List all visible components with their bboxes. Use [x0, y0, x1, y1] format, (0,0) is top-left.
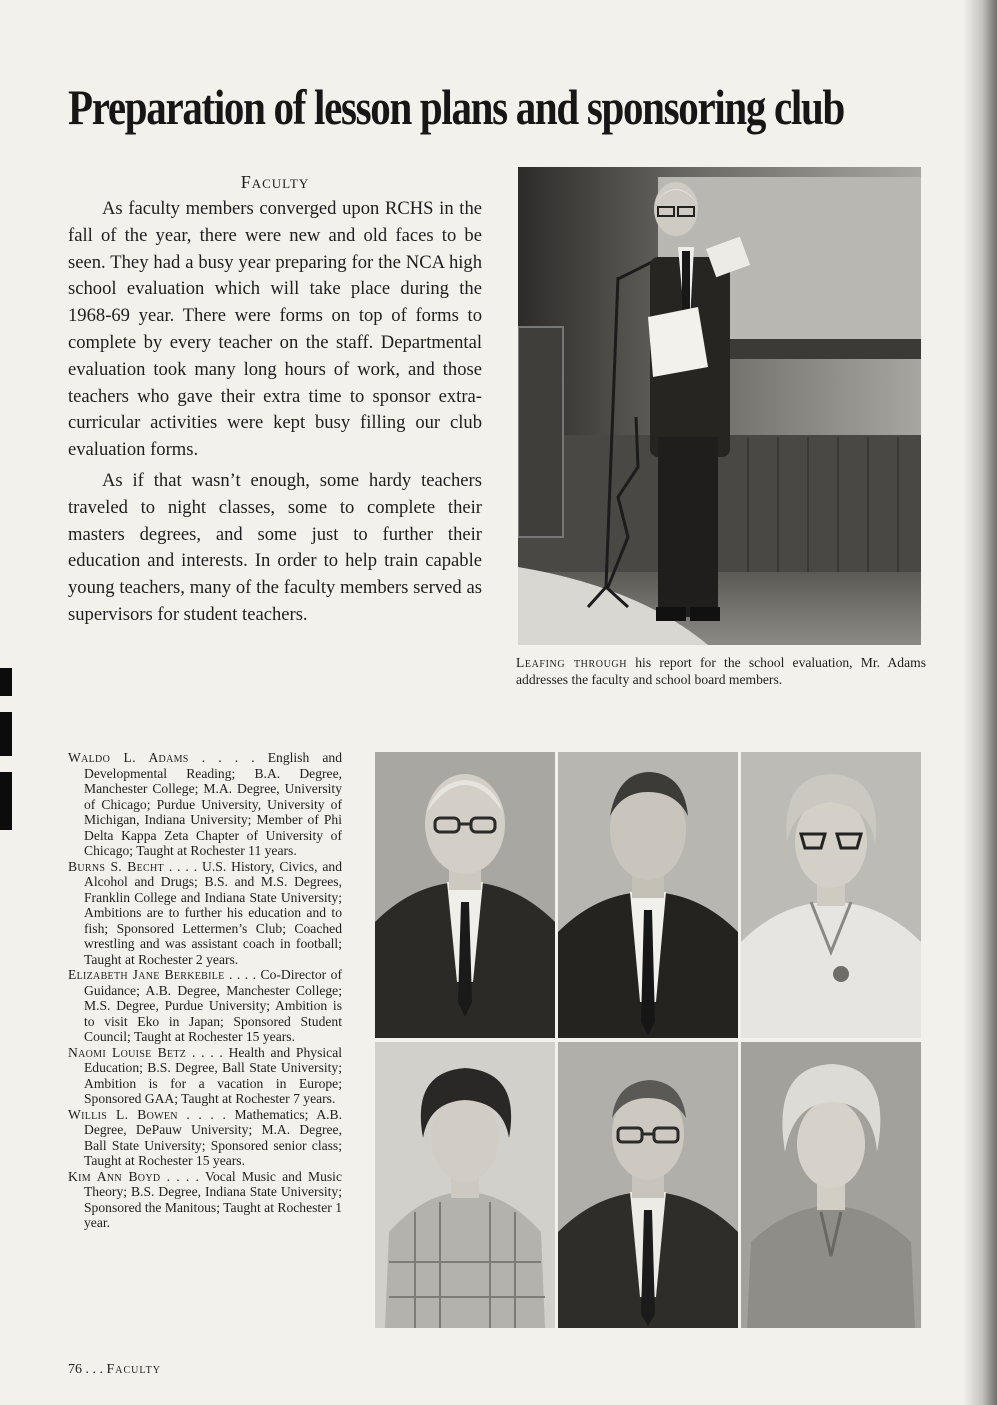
footer-separator: . . .	[82, 1362, 107, 1377]
bio-entry	[68, 1107, 342, 1169]
caption-text: his report for the school evaluation, Mr. Adams addresses the faculty and school board members.	[516, 655, 926, 687]
intro-paragraph-1: As faculty members converged upon RCHS in the fall of the year, there were new and old faces to be seen. They had a busy year preparing for the NCA high school evaluation which will take place during the 1968-69 year. There were forms on top of forms to complete by every teacher on the staff. Departmental evaluation took many long hours of work, and those teachers who gave their extra time to sponsor extra-curricular activities were kept busy filling our club evaluation forms.	[68, 198, 482, 461]
bio-text: . . . . Co-Director of Guidance; A.B. Degree, Manchester College; M.S. Degree, Purdue University; Ambition is to visit Eko in Japan; Sponsored Student Council; Taught at Rochester 15 years.	[84, 967, 342, 1044]
bio-entry	[68, 1045, 342, 1107]
footer-section: Faculty	[106, 1362, 161, 1377]
bio-text: . . . . Health and Physical Education; B.S. Degree, Ball State University; Ambition is for a vacation in Europe; Sponsored GAA; Taught at Rochester 7 years.	[84, 1044, 342, 1106]
page-headline: Preparation of lesson plans and sponsoring club	[68, 79, 845, 135]
bio-text: . . . . Mathematics; A.B. Degree, DePauw University; M.A. Degree, Ball State University; Sponsored senior class; Taught at Rochester 15 years.	[84, 1106, 343, 1168]
portrait-adams	[375, 752, 555, 1038]
bio-name: Waldo L. Adams	[68, 750, 189, 765]
bio-name: Kim Ann Boyd	[68, 1168, 161, 1184]
speaker-photo-image	[518, 167, 921, 645]
bio-name: Willis L. Bowen	[68, 1106, 178, 1122]
speaker-photo	[518, 167, 921, 645]
bio-text: . . . . Vocal Music and Music Theory; B.S. Degree, Indiana State University; Sponsored the Manitous; Taught at Rochester 1 year.	[84, 1168, 342, 1230]
bio-entry	[68, 859, 342, 968]
caption-lead: Leafing through	[516, 655, 628, 670]
intro-paragraph-2: As if that wasn’t enough, some hardy teachers traveled to night classes, some to complete their masters degrees, and some just to further their education and interests. In order to help train capable young teachers, many of the faculty members served as supervisors for student teachers.	[68, 469, 482, 625]
bio-name: Elizabeth Jane Berkebile	[68, 967, 225, 982]
page-binding-shadow	[963, 0, 997, 1405]
page-number: 76	[68, 1362, 82, 1377]
bio-text: . . . . English and Developmental Reading; B.A. Degree, Manchester College; M.A. Degree, University of Chicago; Purdue University, University of Michigan, Indiana University; Member of Phi Delta Kappa Zeta Chapter of University of Chicago; Taught at Rochester 11 years.	[84, 750, 342, 858]
photo-caption	[516, 654, 926, 688]
page-footer	[68, 1362, 161, 1378]
bio-entry	[68, 1169, 342, 1231]
bio-entry	[68, 750, 342, 859]
bio-text: . . . . U.S. History, Civics, and Alcohol and Drugs; B.S. and M.S. Degrees, Franklin College and Indiana State University; Ambitions are to further his education and to fish; Sponsored Lettermen’s Club; Coached wrestling and was assistant coach in football; Taught at Rochester 2 years.	[84, 858, 342, 967]
portrait-berkebile	[741, 752, 921, 1038]
faculty-bios	[68, 750, 342, 1231]
faculty-portrait-grid	[375, 752, 921, 1330]
bio-entry	[68, 967, 342, 1045]
portrait-becht	[558, 752, 738, 1038]
intro-text	[68, 196, 482, 633]
bio-name: Burns S. Becht	[68, 858, 164, 874]
left-edge-marks	[0, 660, 14, 840]
bio-name: Naomi Louise Betz	[68, 1044, 187, 1060]
section-label: Faculty	[240, 172, 310, 192]
portrait-boyd	[741, 1042, 921, 1328]
portrait-betz	[375, 1042, 555, 1328]
portrait-bowen	[558, 1042, 738, 1328]
